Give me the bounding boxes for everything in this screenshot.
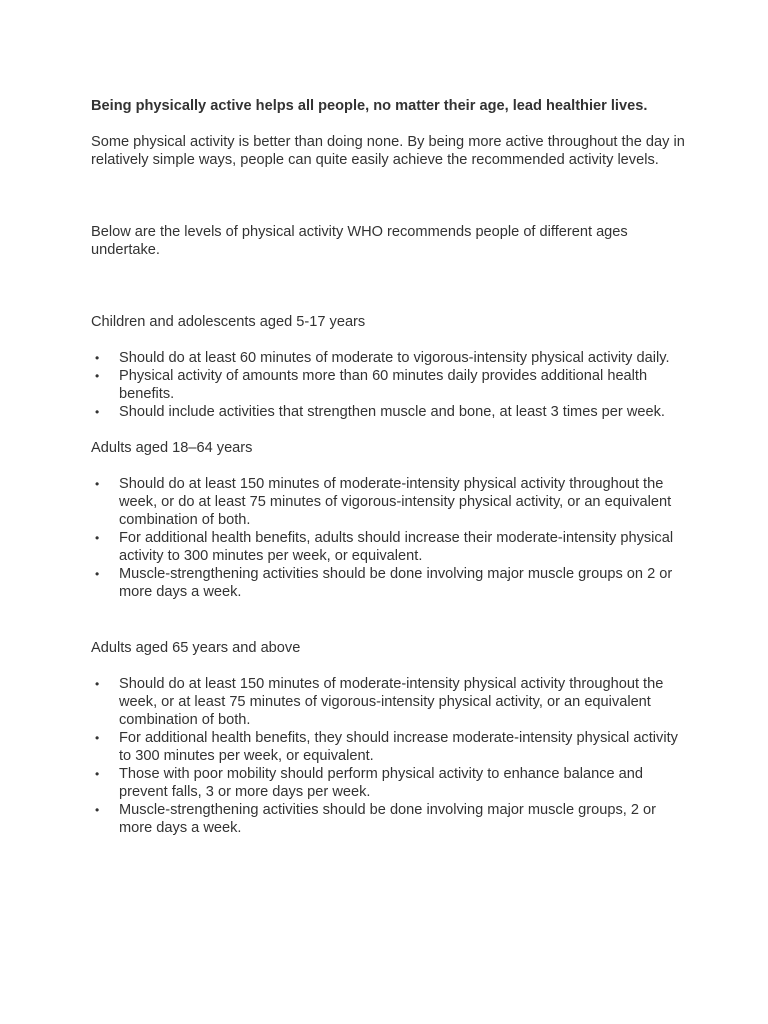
- list-item: [91, 801, 691, 837]
- list-item-text: Should do at least 60 minutes of moderate to vigorous-intensity physical activity daily.: [119, 350, 670, 366]
- document-headline: Being physically active helps all people, no matter their age, lead healthier lives.: [91, 98, 648, 114]
- list-item-text: For additional health benefits, adults should increase their moderate-intensity physical activity to 300 minutes per week, or equivalent.: [119, 530, 674, 564]
- list-item: [91, 675, 691, 729]
- list-item-text: Physical activity of amounts more than 60 minutes daily provides additional health benefits.: [119, 368, 648, 402]
- list-item: [91, 765, 691, 801]
- section-heading-older-adults: Adults aged 65 years and above: [91, 640, 301, 656]
- section-list-adults: [91, 475, 691, 601]
- list-item: [91, 529, 691, 565]
- list-item: [91, 403, 691, 421]
- bullet-icon: •: [95, 351, 100, 365]
- bullet-icon: •: [95, 369, 100, 383]
- list-item: [91, 475, 691, 529]
- list-item-text: Muscle-strengthening activities should be done involving major muscle groups, 2 or more days a week.: [119, 802, 657, 836]
- document-page: [91, 97, 691, 837]
- bullet-icon: •: [95, 767, 100, 781]
- bullet-icon: •: [95, 477, 100, 491]
- bullet-icon: •: [95, 677, 100, 691]
- list-item: [91, 565, 691, 601]
- bullet-icon: •: [95, 531, 100, 545]
- list-item-text: Should do at least 150 minutes of moderate-intensity physical activity throughout the week, or do at least 75 minutes of vigorous-intensity physical activity, or an equivalent combination of both.: [119, 476, 672, 528]
- list-item: [91, 367, 691, 403]
- section-list-older-adults: [91, 675, 691, 837]
- levels-intro-paragraph: Below are the levels of physical activity WHO recommends people of different ages undertake.: [91, 224, 628, 258]
- bullet-icon: •: [95, 567, 100, 581]
- list-item-text: Should include activities that strengthen muscle and bone, at least 3 times per week.: [119, 404, 665, 420]
- list-item-text: Those with poor mobility should perform physical activity to enhance balance and prevent falls, 3 or more days per week.: [119, 766, 644, 800]
- intro-paragraph: Some physical activity is better than doing none. By being more active throughout the day in relatively simple ways, people can quite easily achieve the recommended activity levels.: [91, 134, 685, 168]
- list-item: [91, 349, 691, 367]
- bullet-icon: •: [95, 803, 100, 817]
- bullet-icon: •: [95, 731, 100, 745]
- list-item-text: For additional health benefits, they should increase moderate-intensity physical activity to 300 minutes per week, or equivalent.: [119, 730, 678, 764]
- list-item: [91, 729, 691, 765]
- section-heading-children: Children and adolescents aged 5-17 years: [91, 314, 366, 330]
- list-item-text: Should do at least 150 minutes of moderate-intensity physical activity throughout the week, or at least 75 minutes of vigorous-intensity physical activity, or an equivalent combination of both.: [119, 676, 664, 728]
- bullet-icon: •: [95, 405, 100, 419]
- section-heading-adults: Adults aged 18–64 years: [91, 440, 253, 456]
- list-item-text: Muscle-strengthening activities should be done involving major muscle groups on 2 or more days a week.: [119, 566, 673, 600]
- section-list-children: [91, 349, 691, 421]
